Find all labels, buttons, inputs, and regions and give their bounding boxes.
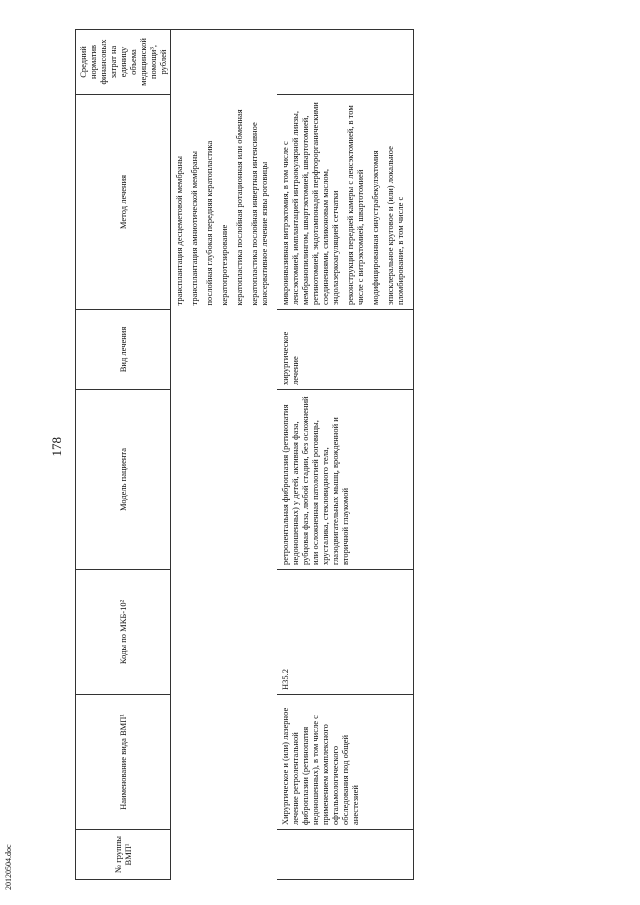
method-item: кератопротезирование — [219, 224, 229, 306]
method-item: трансплантация амниотической мембраны — [189, 151, 199, 306]
cell-avg-cost — [277, 30, 414, 95]
rotated-table-wrapper — [75, 30, 585, 880]
table-row-continuation — [171, 30, 278, 880]
header-treatment-type: Вид лечения — [76, 310, 171, 390]
method-item: микроинвазивная витрэктомия, в том числе с ленсэктомией, имплантацией интраокулярной линзы, мембранопилингом, швартэктомией, швартотомией, ретинотомией, эндотампонадой перфторорганическими соединениями, силиконовым маслом, эндолазеркоагуляцией сетчатки — [280, 102, 340, 305]
cell-vmp-name: Хирургическое и (или) лазерное лечение ретролентальной фиброплазии (ретинопатия недоношенных), в том числе с применением комплексного офтальмологического обследования под общей анестезией — [277, 695, 414, 830]
page-content — [75, 30, 585, 880]
method-item: эписклеральное круговое и (или) локальное пломбирование, в том числе с — [385, 146, 405, 305]
continuation-methods-cell — [171, 95, 278, 310]
method-item: кератопластика послойная инвертная интенсивное консервативное лечение язвы роговицы — [249, 122, 269, 306]
cell-patient-model: ретролентальная фиброплазия (ретинопатия недоношенных) у детей, активная фаза, рубцовая фаза, любой стадии, без осложнений или осложненная патологией роговицы, хрусталика, стекловидного тела, глазодвигательных мышц, врожденной и вторичной глаукомой — [277, 390, 414, 570]
table-header-row — [76, 30, 171, 880]
method-item: модифицированная синустрабекулэктомия — [370, 150, 380, 305]
header-patient-model: Модель пациента — [76, 390, 171, 570]
header-group-no: № группы ВМП¹ — [76, 830, 171, 880]
header-treatment-method: Метод лечения — [76, 95, 171, 310]
table-row — [277, 30, 414, 880]
cell-icd-codes: H35.2 — [277, 570, 414, 695]
cell-group-no — [277, 830, 414, 880]
cell-treatment-methods — [277, 95, 414, 310]
cell-treatment-type: хирургическое лечение — [277, 310, 414, 390]
method-item: кератопластика послойная ротационная или обменная — [234, 109, 244, 306]
method-item: реконструкция передней камеры с ленсэктомией, в том числе с витрэктомией, швартотомией — [345, 105, 365, 305]
vmp-table — [75, 29, 414, 880]
footer-doc-name: 20120504.doc — [4, 844, 13, 890]
header-icd-codes: Коды по МКБ-10² — [76, 570, 171, 695]
header-vmp-name: Наименование вида ВМП¹ — [76, 695, 171, 830]
header-avg-cost: Средний норматив финансовых затрат на единицу объема медицинской помощи³, рублей — [76, 30, 171, 95]
method-item: послойная глубокая передняя кератопластика — [204, 140, 214, 306]
page-number: 178 — [49, 437, 64, 457]
method-item: трансплантация десцеметовой мембраны — [174, 156, 184, 306]
